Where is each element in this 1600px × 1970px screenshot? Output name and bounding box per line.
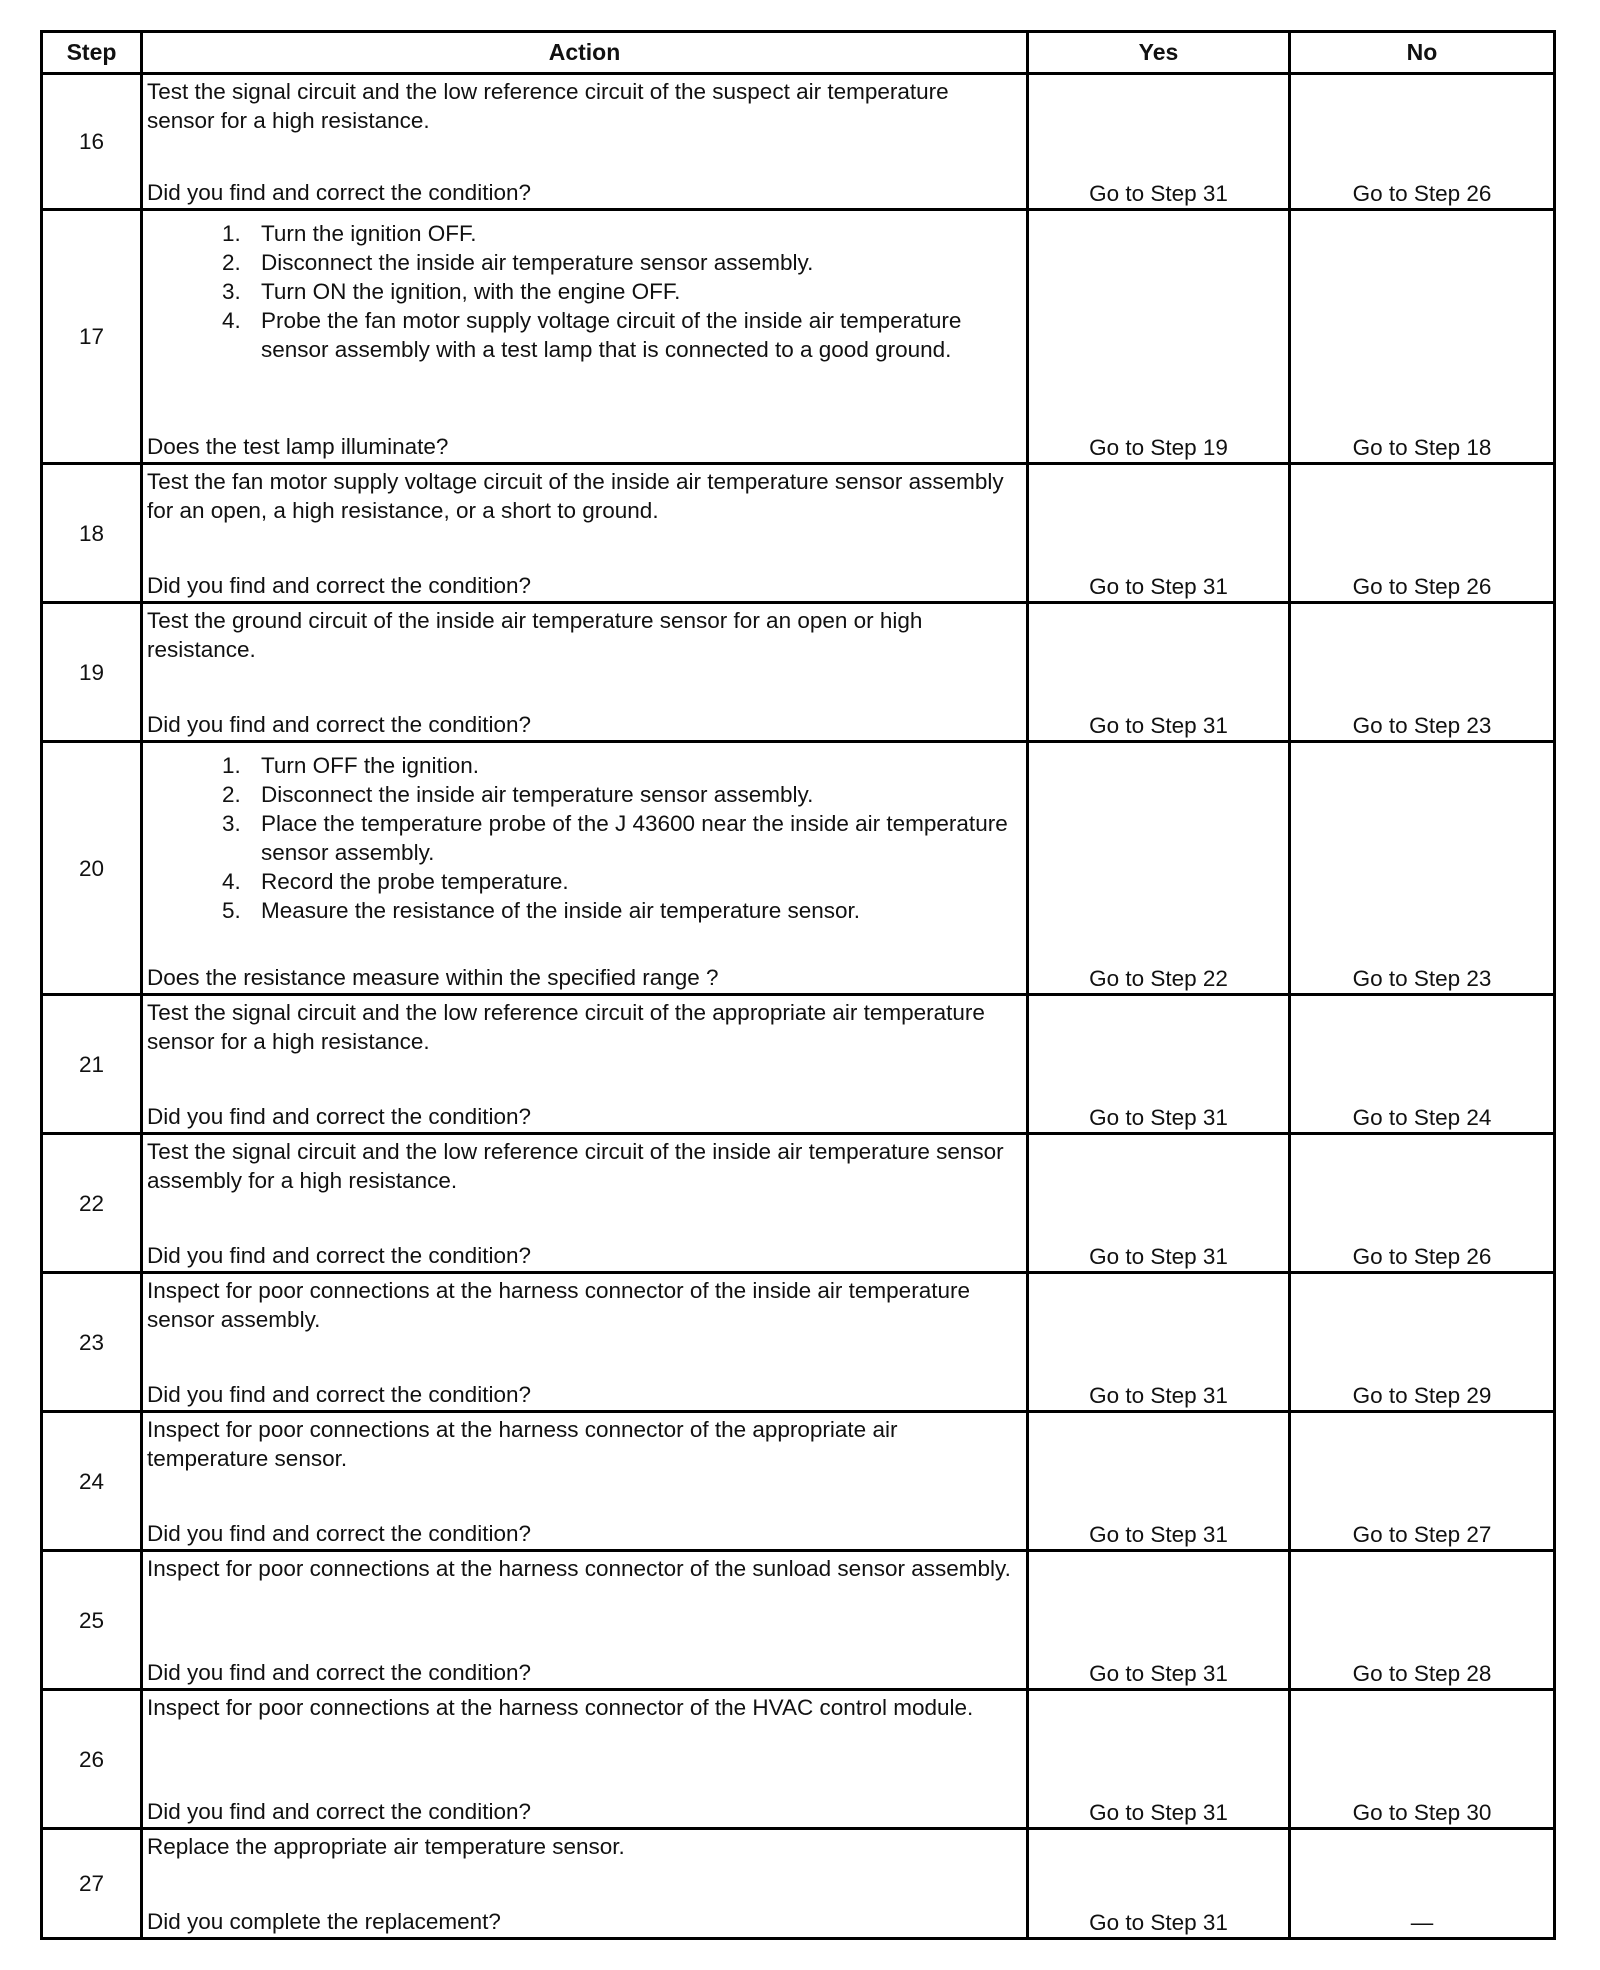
table-row	[42, 1690, 1555, 1829]
header-action: Action	[142, 32, 1028, 74]
no-result: Go to Step 23	[1290, 742, 1555, 995]
action-cell	[142, 603, 1028, 742]
table-row	[42, 1273, 1555, 1412]
action-question: Did you find and correct the condition?	[147, 1660, 531, 1685]
action-step: 4. Probe the fan motor supply voltage circuit of the inside air temperature sensor assembly with a test lamp that is connected to a good ground.	[247, 306, 1022, 364]
action-cell	[142, 1690, 1028, 1829]
header-yes: Yes	[1028, 32, 1290, 74]
step-number: 26	[42, 1690, 142, 1829]
action-question: Did you find and correct the condition?	[147, 1799, 531, 1824]
yes-result: Go to Step 31	[1028, 1829, 1290, 1939]
action-cell	[142, 995, 1028, 1134]
table-row	[42, 210, 1555, 464]
table-row	[42, 995, 1555, 1134]
header-row	[42, 32, 1555, 74]
table-row	[42, 742, 1555, 995]
action-cell	[142, 1134, 1028, 1273]
step-number: 16	[42, 74, 142, 210]
yes-result: Go to Step 31	[1028, 74, 1290, 210]
action-text: Inspect for poor connections at the harness connector of the sunload sensor assembly.	[147, 1556, 1011, 1581]
step-number: 25	[42, 1551, 142, 1690]
yes-result: Go to Step 19	[1028, 210, 1290, 464]
step-number: 21	[42, 995, 142, 1134]
yes-result: Go to Step 31	[1028, 995, 1290, 1134]
step-number: 19	[42, 603, 142, 742]
step-number: 18	[42, 464, 142, 603]
step-number: 23	[42, 1273, 142, 1412]
action-cell	[142, 1412, 1028, 1551]
header-no: No	[1290, 32, 1555, 74]
action-text: Test the signal circuit and the low reference circuit of the appropriate air temperature sensor for a high resistance.	[147, 1000, 985, 1054]
action-question: Did you find and correct the condition?	[147, 180, 531, 205]
table-row	[42, 1412, 1555, 1551]
yes-result: Go to Step 31	[1028, 1551, 1290, 1690]
header-step: Step	[42, 32, 142, 74]
action-cell	[142, 742, 1028, 995]
action-step: 1. Turn the ignition OFF.	[247, 219, 1022, 248]
action-text: Inspect for poor connections at the harness connector of the appropriate air temperature sensor.	[147, 1417, 898, 1471]
action-cell	[142, 1829, 1028, 1939]
action-question: Did you find and correct the condition?	[147, 1521, 531, 1546]
no-result: Go to Step 18	[1290, 210, 1555, 464]
action-text: Test the ground circuit of the inside air temperature sensor for an open or high resistance.	[147, 608, 923, 662]
action-steps	[147, 219, 1022, 364]
step-number: 20	[42, 742, 142, 995]
action-cell	[142, 210, 1028, 464]
action-step: 3. Place the temperature probe of the J 43600 near the inside air temperature sensor assembly.	[247, 809, 1022, 867]
action-step: 3. Turn ON the ignition, with the engine OFF.	[247, 277, 1022, 306]
action-question: Did you find and correct the condition?	[147, 712, 531, 737]
no-result: Go to Step 24	[1290, 995, 1555, 1134]
no-result: Go to Step 26	[1290, 1134, 1555, 1273]
yes-result: Go to Step 31	[1028, 464, 1290, 603]
action-cell	[142, 74, 1028, 210]
yes-result: Go to Step 31	[1028, 1273, 1290, 1412]
yes-result: Go to Step 31	[1028, 603, 1290, 742]
step-number: 17	[42, 210, 142, 464]
table-row	[42, 1134, 1555, 1273]
action-step: 1. Turn OFF the ignition.	[247, 751, 1022, 780]
action-question: Did you find and correct the condition?	[147, 573, 531, 598]
action-cell	[142, 1273, 1028, 1412]
no-result: Go to Step 26	[1290, 74, 1555, 210]
action-text: Test the signal circuit and the low reference circuit of the suspect air temperature sensor for a high resistance.	[147, 79, 949, 133]
action-cell	[142, 1551, 1028, 1690]
action-question: Did you find and correct the condition?	[147, 1104, 531, 1129]
action-cell	[142, 464, 1028, 603]
no-result: Go to Step 23	[1290, 603, 1555, 742]
table-row	[42, 1551, 1555, 1690]
action-step: 4. Record the probe temperature.	[247, 867, 1022, 896]
no-result: Go to Step 26	[1290, 464, 1555, 603]
yes-result: Go to Step 22	[1028, 742, 1290, 995]
action-text: Inspect for poor connections at the harness connector of the inside air temperature sensor assembly.	[147, 1278, 970, 1332]
action-step: 5. Measure the resistance of the inside air temperature sensor.	[247, 896, 1022, 925]
action-question: Did you complete the replacement?	[147, 1909, 501, 1934]
no-result: Go to Step 28	[1290, 1551, 1555, 1690]
action-steps	[147, 751, 1022, 925]
action-question: Did you find and correct the condition?	[147, 1243, 531, 1268]
table-row	[42, 74, 1555, 210]
no-result: —	[1290, 1829, 1555, 1939]
no-result: Go to Step 27	[1290, 1412, 1555, 1551]
no-result: Go to Step 30	[1290, 1690, 1555, 1829]
action-question: Does the test lamp illuminate?	[147, 434, 449, 459]
table-row	[42, 603, 1555, 742]
action-text: Test the signal circuit and the low reference circuit of the inside air temperature sensor assembly for a high resistance.	[147, 1139, 1004, 1193]
action-step: 2. Disconnect the inside air temperature sensor assembly.	[247, 248, 1022, 277]
action-text: Test the fan motor supply voltage circuit of the inside air temperature sensor assembly for an open, a high resistance, or a short to ground.	[147, 469, 1004, 523]
action-text: Replace the appropriate air temperature sensor.	[147, 1834, 625, 1859]
table-row	[42, 464, 1555, 603]
action-step: 2. Disconnect the inside air temperature sensor assembly.	[247, 780, 1022, 809]
yes-result: Go to Step 31	[1028, 1412, 1290, 1551]
action-question: Did you find and correct the condition?	[147, 1382, 531, 1407]
step-number: 22	[42, 1134, 142, 1273]
step-number: 24	[42, 1412, 142, 1551]
step-number: 27	[42, 1829, 142, 1939]
no-result: Go to Step 29	[1290, 1273, 1555, 1412]
table-row	[42, 1829, 1555, 1939]
action-question: Does the resistance measure within the specified range ?	[147, 965, 719, 990]
yes-result: Go to Step 31	[1028, 1134, 1290, 1273]
action-text: Inspect for poor connections at the harness connector of the HVAC control module.	[147, 1695, 974, 1720]
yes-result: Go to Step 31	[1028, 1690, 1290, 1829]
diagnostic-table	[40, 30, 1556, 1940]
